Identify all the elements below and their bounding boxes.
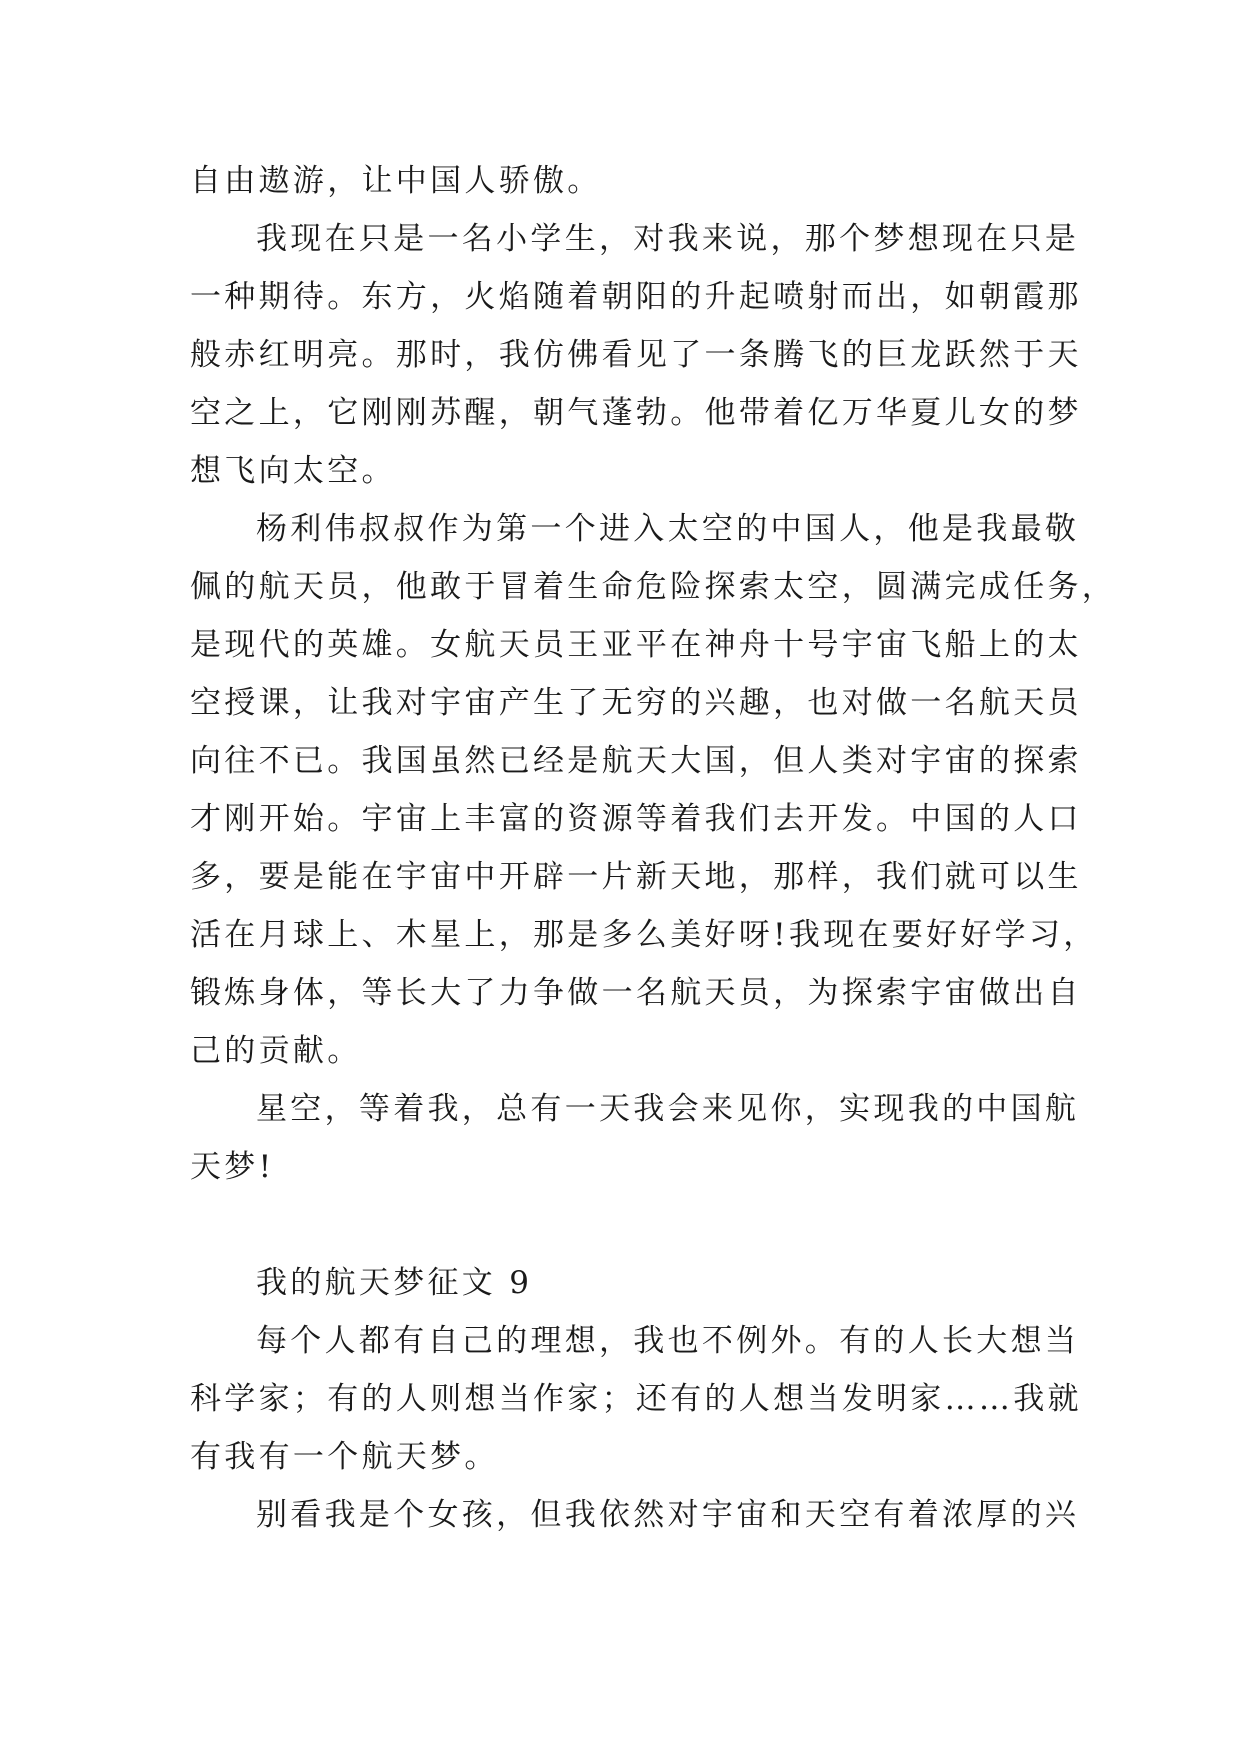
text-line: 活在月球上、木星上，那是多么美好呀!我现在要好好学习， — [190, 917, 1098, 953]
text-line: 多，要是能在宇宙中开辟一片新天地，那样，我们就可以生 — [190, 859, 1082, 895]
text-line: 向往不已。我国虽然已经是航天大国，但人类对宇宙的探索 — [190, 743, 1082, 779]
text-line: 锻炼身体，等长大了力争做一名航天员，为探索宇宙做出自 — [190, 975, 1082, 1011]
text-line: 空授课，让我对宇宙产生了无穷的兴趣，也对做一名航天员 — [190, 685, 1082, 721]
text-line: 有我有一个航天梦。 — [190, 1439, 499, 1475]
text-line: 般赤红明亮。那时，我仿佛看见了一条腾飞的巨龙跃然于天 — [190, 337, 1082, 373]
text-line: 杨利伟叔叔作为第一个进入太空的中国人，他是我最敬 — [256, 511, 1080, 547]
text-line: 别看我是个女孩，但我依然对宇宙和天空有着浓厚的兴 — [256, 1497, 1080, 1533]
text-line: 一种期待。东方，火焰随着朝阳的升起喷射而出，如朝霞那 — [190, 279, 1082, 315]
text-line: 佩的航天员，他敢于冒着生命危险探索太空，圆满完成任务， — [190, 569, 1117, 605]
text-line: 我现在只是一名小学生，对我来说，那个梦想现在只是 — [256, 221, 1080, 257]
text-line: 空之上，它刚刚苏醒，朝气蓬勃。他带着亿万华夏儿女的梦 — [190, 395, 1082, 431]
section-heading: 我的航天梦征文 9 — [256, 1265, 533, 1301]
text-line: 己的贡献。 — [190, 1033, 362, 1069]
text-line: 星空，等着我，总有一天我会来见你，实现我的中国航 — [256, 1091, 1080, 1127]
section-gap — [190, 1196, 1050, 1254]
text-line: 每个人都有自己的理想，我也不例外。有的人长大想当 — [256, 1323, 1080, 1359]
essay-body — [190, 152, 1117, 1544]
text-line: 想飞向太空。 — [190, 453, 396, 489]
text-line: 科学家；有的人则想当作家；还有的人想当发明家……我就 — [190, 1381, 1082, 1417]
text-line: 天梦! — [190, 1149, 275, 1185]
text-line: 自由遨游，让中国人骄傲。 — [190, 163, 602, 199]
text-line: 是现代的英雄。女航天员王亚平在神舟十号宇宙飞船上的太 — [190, 627, 1082, 663]
text-line: 才刚开始。宇宙上丰富的资源等着我们去开发。中国的人口 — [190, 801, 1082, 837]
